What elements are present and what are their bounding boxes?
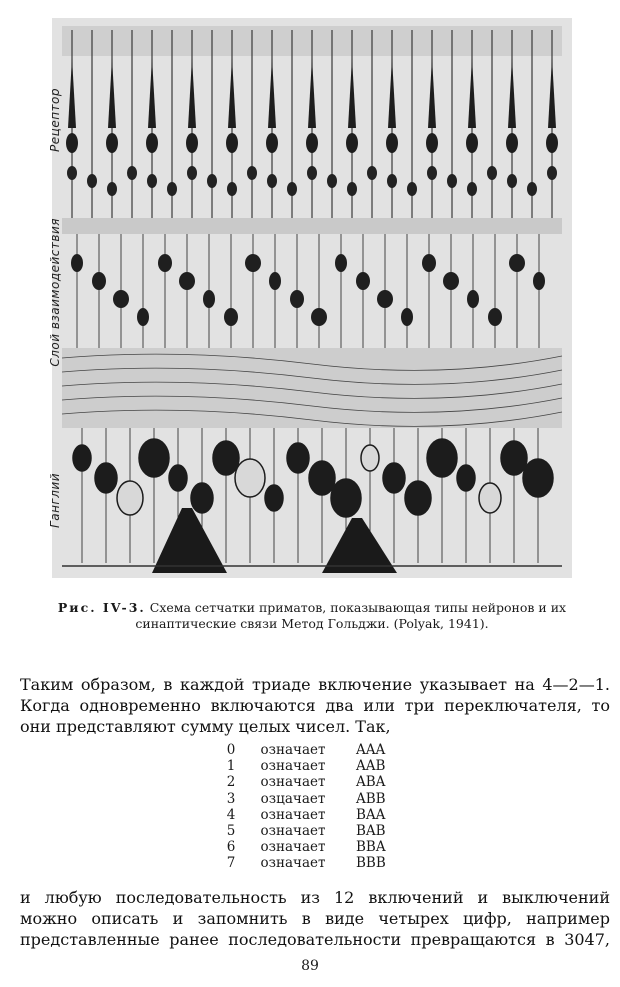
bipolar-cell bbox=[467, 290, 479, 308]
table-row bbox=[220, 855, 440, 871]
row-code: ABB bbox=[356, 790, 386, 807]
table-row bbox=[220, 758, 440, 774]
cone-nucleus bbox=[146, 133, 158, 153]
cone-nucleus bbox=[226, 133, 238, 153]
rod-nucleus bbox=[347, 182, 357, 196]
ganglion-cell bbox=[235, 459, 265, 497]
label-interaction: Слой взаимодействия bbox=[48, 218, 62, 367]
row-number: 0 bbox=[226, 742, 236, 758]
rod-nucleus bbox=[107, 182, 117, 196]
rod-nucleus bbox=[467, 182, 477, 196]
cone-nucleus bbox=[466, 133, 478, 153]
ganglion-cell bbox=[213, 441, 239, 475]
table-row bbox=[220, 791, 440, 807]
rod-nucleus bbox=[187, 166, 197, 180]
bipolar-cell bbox=[422, 254, 436, 272]
ganglion-cell bbox=[361, 445, 379, 471]
figure-caption bbox=[34, 600, 590, 632]
row-number: 3 bbox=[226, 790, 236, 807]
cone-nucleus bbox=[266, 133, 278, 153]
ganglion-cell bbox=[479, 483, 501, 513]
row-word: означает bbox=[260, 855, 326, 872]
row-code: BBA bbox=[356, 839, 386, 856]
row-code: BAA bbox=[356, 806, 386, 823]
inner-plexiform-band bbox=[62, 348, 562, 428]
bipolar-cell bbox=[269, 272, 281, 290]
bipolar-cell bbox=[335, 254, 347, 272]
rod-nucleus bbox=[407, 182, 417, 196]
bipolar-cell bbox=[290, 290, 304, 308]
rod-nucleus bbox=[487, 166, 497, 180]
outer-plexiform-band bbox=[62, 218, 562, 234]
rod-nucleus bbox=[267, 174, 277, 188]
bipolar-cell bbox=[533, 272, 545, 290]
rod-nucleus bbox=[367, 166, 377, 180]
rod-nucleus bbox=[387, 174, 397, 188]
bipolar-cell bbox=[203, 290, 215, 308]
ganglion-cell bbox=[427, 439, 457, 477]
bipolar-cell bbox=[509, 254, 525, 272]
code-table bbox=[220, 742, 440, 872]
rod-nucleus bbox=[527, 182, 537, 196]
paragraph1-line2: Когда одновременно включаются два или три переключателя, то bbox=[20, 696, 610, 715]
row-word: означает bbox=[260, 823, 326, 840]
row-number: 5 bbox=[226, 823, 236, 840]
bipolar-cell bbox=[311, 308, 327, 326]
paragraph1-line1: Таким образом, в каждой триаде включение указывает на 4—2—1. bbox=[20, 675, 610, 694]
ganglion-cell bbox=[405, 481, 431, 515]
cone-nucleus bbox=[306, 133, 318, 153]
table-row bbox=[220, 839, 440, 855]
row-code: AAA bbox=[356, 742, 386, 758]
paragraph2-line1: и любую последовательность из 12 включений и выключений bbox=[20, 888, 610, 907]
row-number: 7 bbox=[226, 855, 236, 872]
rod-nucleus bbox=[287, 182, 297, 196]
label-receptor: Рецептор bbox=[48, 88, 62, 152]
cone-nucleus bbox=[386, 133, 398, 153]
bipolar-cell bbox=[443, 272, 459, 290]
cone-nucleus bbox=[346, 133, 358, 153]
bipolar-cell bbox=[179, 272, 195, 290]
rod-nucleus bbox=[67, 166, 77, 180]
bipolar-cell bbox=[401, 308, 413, 326]
ganglion-cell bbox=[73, 445, 91, 471]
bipolar-cell bbox=[224, 308, 238, 326]
bipolar-cell bbox=[356, 272, 370, 290]
ganglion-cell bbox=[457, 465, 475, 491]
rod-nucleus bbox=[147, 174, 157, 188]
rod-nucleus bbox=[547, 166, 557, 180]
rod-nucleus bbox=[247, 166, 257, 180]
paragraph2-line3: представленные ранее последовательности превращаются в 3047, bbox=[20, 930, 610, 949]
cone-nucleus bbox=[426, 133, 438, 153]
rod-nucleus bbox=[447, 174, 457, 188]
ganglion-cell bbox=[331, 479, 361, 517]
cone-nucleus bbox=[66, 133, 78, 153]
ganglion-cell bbox=[287, 443, 309, 473]
row-number: 6 bbox=[226, 839, 236, 856]
rod-nucleus bbox=[227, 182, 237, 196]
table-row bbox=[220, 774, 440, 790]
ganglion-cell bbox=[523, 459, 553, 497]
row-word: озцачает bbox=[260, 790, 326, 807]
row-word: означает bbox=[260, 806, 326, 823]
retina-figure bbox=[48, 18, 572, 578]
caption-lead: Рис. IV-3. bbox=[57, 600, 146, 615]
ganglion-cell bbox=[191, 483, 213, 513]
bipolar-cell bbox=[245, 254, 261, 272]
row-number: 4 bbox=[226, 806, 236, 823]
bipolar-cell bbox=[92, 272, 106, 290]
ganglion-cell bbox=[501, 441, 527, 475]
cone-nucleus bbox=[546, 133, 558, 153]
bipolar-cell bbox=[113, 290, 129, 308]
row-code: AAB bbox=[356, 758, 386, 775]
retina-illustration bbox=[52, 18, 572, 578]
rod-nucleus bbox=[427, 166, 437, 180]
cone-nucleus bbox=[506, 133, 518, 153]
ganglion-cell bbox=[265, 485, 283, 511]
row-code: BBB bbox=[356, 855, 386, 872]
rod-nucleus bbox=[507, 174, 517, 188]
row-code: ABA bbox=[356, 774, 386, 791]
rod-nucleus bbox=[127, 166, 137, 180]
label-ganglion: Ганглий bbox=[48, 473, 62, 528]
paragraph2-line2: можно описать и запомнить в виде четырех цифр, например bbox=[20, 909, 610, 928]
table-row bbox=[220, 807, 440, 823]
ganglion-cell bbox=[139, 439, 169, 477]
bipolar-cell bbox=[158, 254, 172, 272]
row-code: BAB bbox=[356, 823, 386, 840]
ganglion-cell bbox=[169, 465, 187, 491]
rod-nucleus bbox=[307, 166, 317, 180]
rod-nucleus bbox=[167, 182, 177, 196]
page-number: 89 bbox=[301, 958, 319, 974]
bipolar-cell bbox=[137, 308, 149, 326]
ganglion-cell bbox=[309, 461, 335, 495]
cone-nucleus bbox=[106, 133, 118, 153]
bipolar-cell bbox=[377, 290, 393, 308]
cone-nucleus bbox=[186, 133, 198, 153]
rod-nucleus bbox=[207, 174, 217, 188]
caption-text: Схема сетчатки приматов, показывающая типы нейронов и их синаптические связи Метод Гольджи. (Polyak, 1941). bbox=[135, 600, 567, 631]
ganglion-cell bbox=[117, 481, 143, 515]
row-word: означает bbox=[260, 774, 326, 791]
row-word: означает bbox=[260, 839, 326, 856]
row-word: означает bbox=[260, 742, 326, 758]
rod-nucleus bbox=[87, 174, 97, 188]
table-row bbox=[220, 742, 440, 758]
table-row bbox=[220, 823, 440, 839]
paragraph1-line3: они представляют сумму целых чисел. Так, bbox=[20, 717, 391, 736]
bipolar-cell bbox=[71, 254, 83, 272]
row-word: означает bbox=[260, 758, 326, 775]
rod-nucleus bbox=[327, 174, 337, 188]
bipolar-cell bbox=[488, 308, 502, 326]
ganglion-cell bbox=[383, 463, 405, 493]
ganglion-cell bbox=[95, 463, 117, 493]
row-number: 2 bbox=[226, 774, 236, 791]
row-number: 1 bbox=[226, 758, 236, 775]
